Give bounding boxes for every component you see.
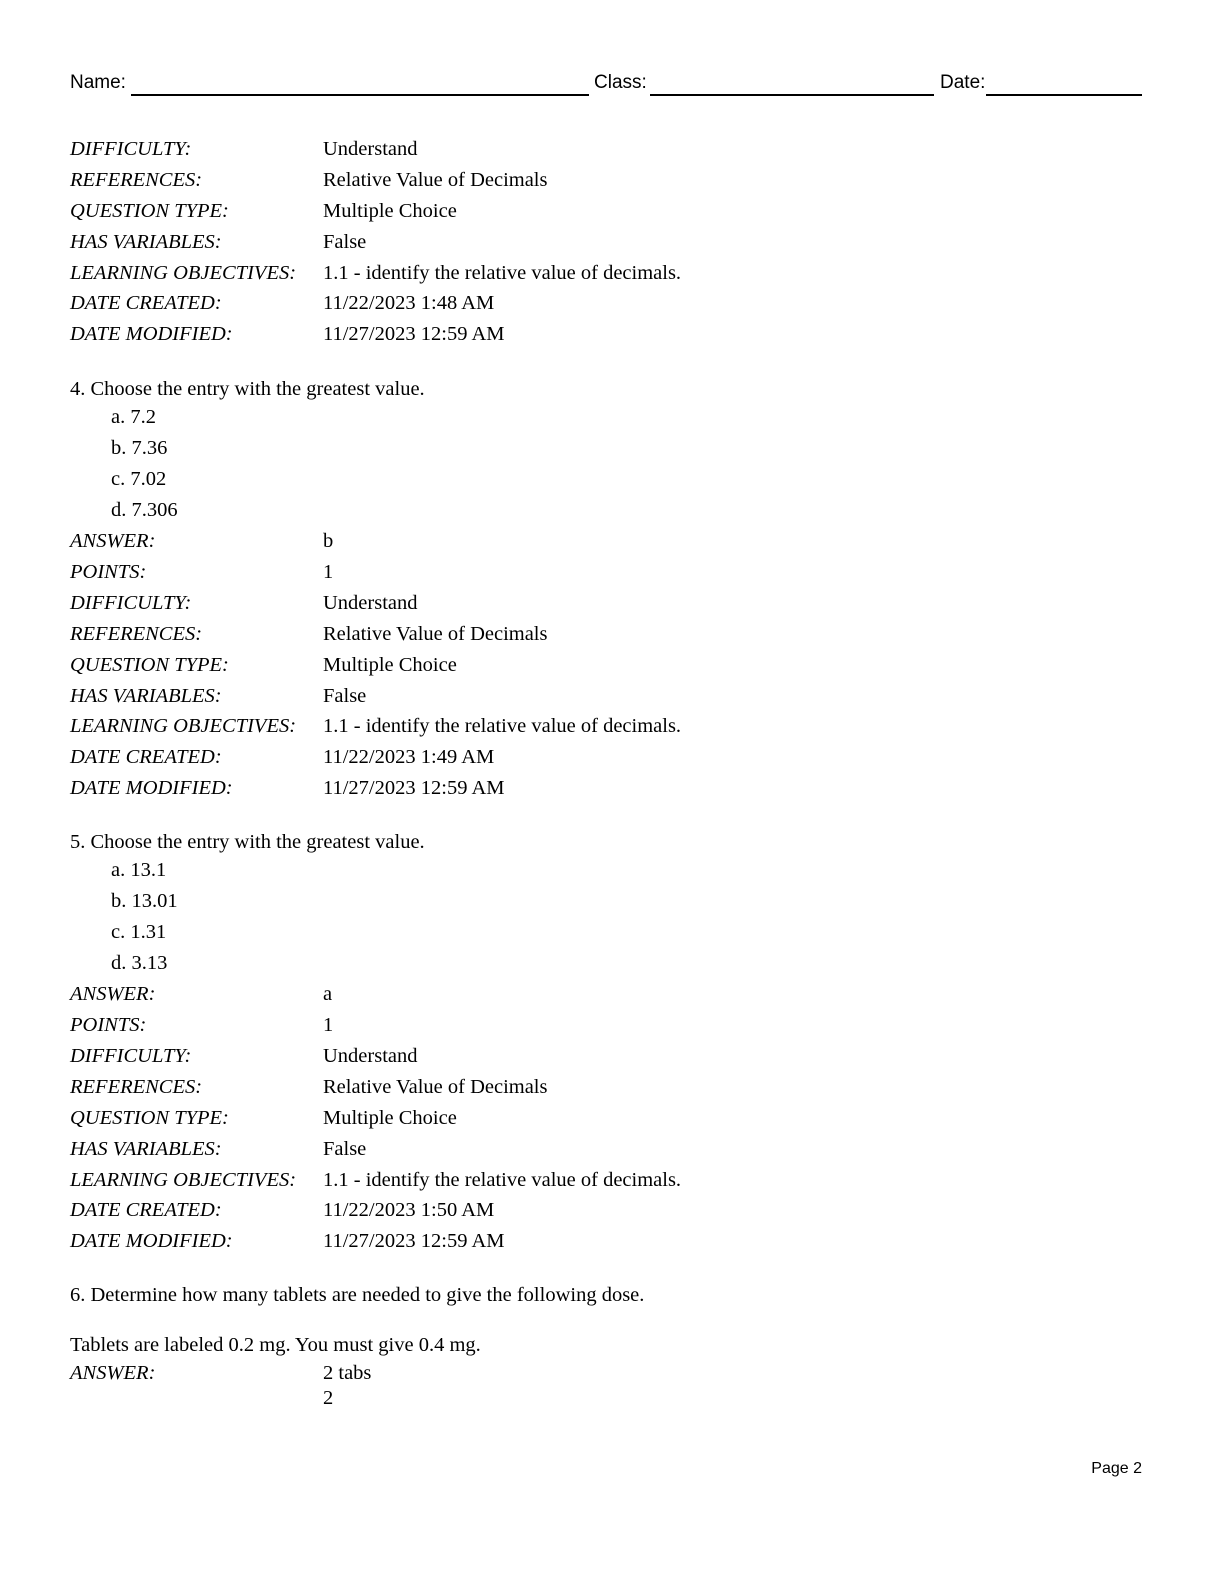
references-value: Relative Value of Decimals — [323, 1076, 548, 1098]
learning-objectives-label: LEARNING OBJECTIVES: — [70, 262, 297, 284]
answer-option: d. 3.13 — [111, 952, 168, 974]
question-type-value: Multiple Choice — [323, 1107, 457, 1129]
date-modified-value: 11/27/2023 12:59 AM — [323, 323, 505, 345]
difficulty-label: DIFFICULTY: — [70, 1045, 192, 1067]
name-label: Name: — [70, 72, 126, 93]
question-type-value: Multiple Choice — [323, 200, 457, 222]
date-modified-label: DATE MODIFIED: — [70, 777, 233, 799]
references-label: REFERENCES: — [70, 169, 203, 191]
date-created-value: 11/22/2023 1:48 AM — [323, 292, 495, 314]
question-type-value: Multiple Choice — [323, 654, 457, 676]
references-value: Relative Value of Decimals — [323, 623, 548, 645]
answer-option: a. 13.1 — [111, 859, 167, 881]
answer-value-numeric: 2 — [323, 1387, 334, 1409]
difficulty-value: Understand — [323, 138, 418, 160]
date-label: Date: — [940, 72, 986, 93]
points-label: POINTS: — [70, 561, 147, 583]
class-blank-line — [650, 94, 934, 96]
answer-option: d. 7.306 — [111, 499, 178, 521]
class-label: Class: — [594, 72, 647, 93]
difficulty-label: DIFFICULTY: — [70, 138, 192, 160]
date-modified-value: 11/27/2023 12:59 AM — [323, 777, 505, 799]
has-variables-value: False — [323, 685, 367, 707]
answer-label: ANSWER: — [70, 530, 156, 552]
points-value: 1 — [323, 1014, 334, 1036]
date-modified-label: DATE MODIFIED: — [70, 1230, 233, 1252]
question-prompt: 4. Choose the entry with the greatest value. — [70, 378, 425, 400]
has-variables-value: False — [323, 231, 367, 253]
question-prompt: 5. Choose the entry with the greatest value. — [70, 831, 425, 853]
question-type-label: QUESTION TYPE: — [70, 654, 229, 676]
has-variables-label: HAS VARIABLES: — [70, 1138, 222, 1160]
date-modified-label: DATE MODIFIED: — [70, 323, 233, 345]
points-label: POINTS: — [70, 1014, 147, 1036]
answer-option: b. 13.01 — [111, 890, 178, 912]
question-type-label: QUESTION TYPE: — [70, 1107, 229, 1129]
answer-value: a — [323, 983, 333, 1005]
date-created-value: 11/22/2023 1:49 AM — [323, 746, 495, 768]
question-detail: Tablets are labeled 0.2 mg. You must give 0.4 mg. — [70, 1334, 481, 1356]
answer-option: c. 7.02 — [111, 468, 167, 490]
has-variables-label: HAS VARIABLES: — [70, 685, 222, 707]
answer-value: b — [323, 530, 334, 552]
has-variables-label: HAS VARIABLES: — [70, 231, 222, 253]
date-modified-value: 11/27/2023 12:59 AM — [323, 1230, 505, 1252]
references-label: REFERENCES: — [70, 623, 203, 645]
learning-objectives-value: 1.1 - identify the relative value of decimals. — [323, 262, 682, 284]
date-created-value: 11/22/2023 1:50 AM — [323, 1199, 495, 1221]
points-value: 1 — [323, 561, 334, 583]
difficulty-value: Understand — [323, 592, 418, 614]
learning-objectives-value: 1.1 - identify the relative value of decimals. — [323, 715, 682, 737]
answer-label: ANSWER: — [70, 983, 156, 1005]
question-prompt: 6. Determine how many tablets are needed to give the following dose. — [70, 1284, 645, 1306]
answer-option: b. 7.36 — [111, 437, 168, 459]
references-label: REFERENCES: — [70, 1076, 203, 1098]
learning-objectives-value: 1.1 - identify the relative value of decimals. — [323, 1169, 682, 1191]
difficulty-value: Understand — [323, 1045, 418, 1067]
references-value: Relative Value of Decimals — [323, 169, 548, 191]
date-created-label: DATE CREATED: — [70, 292, 222, 314]
answer-option: c. 1.31 — [111, 921, 167, 943]
date-created-label: DATE CREATED: — [70, 1199, 222, 1221]
date-blank-line — [986, 94, 1142, 96]
name-blank-line — [131, 94, 589, 96]
student-header — [70, 72, 1142, 98]
has-variables-value: False — [323, 1138, 367, 1160]
page-number: Page 2 — [1091, 1460, 1142, 1477]
learning-objectives-label: LEARNING OBJECTIVES: — [70, 1169, 297, 1191]
question-type-label: QUESTION TYPE: — [70, 200, 229, 222]
date-created-label: DATE CREATED: — [70, 746, 222, 768]
learning-objectives-label: LEARNING OBJECTIVES: — [70, 715, 297, 737]
difficulty-label: DIFFICULTY: — [70, 592, 192, 614]
answer-value: 2 tabs — [323, 1362, 372, 1384]
answer-option: a. 7.2 — [111, 406, 156, 428]
answer-label: ANSWER: — [70, 1362, 156, 1384]
